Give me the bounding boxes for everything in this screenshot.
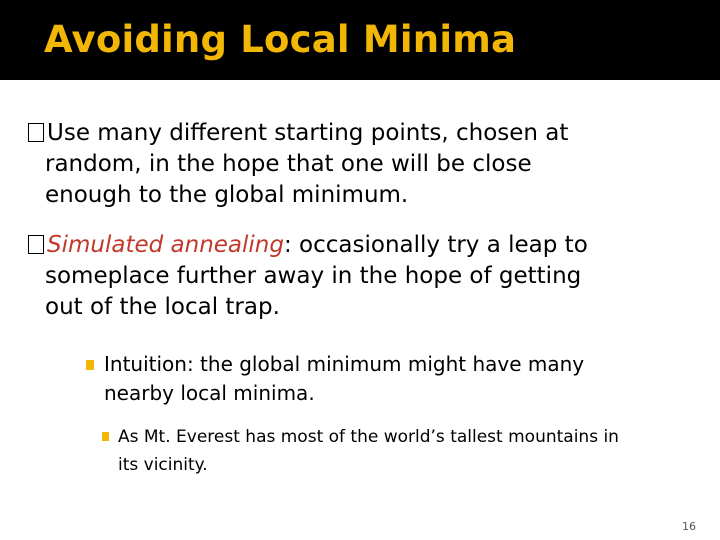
slide-title: Avoiding Local Minima bbox=[44, 18, 517, 61]
sub-bullet-line2: nearby local minima. bbox=[104, 381, 315, 405]
bullet-text-line1: Use many different starting points, chosen at bbox=[47, 120, 569, 146]
missing-glyph-box-icon bbox=[28, 123, 44, 142]
bullet-text-line3: enough to the global minimum. bbox=[45, 182, 409, 208]
square-bullet-icon bbox=[86, 360, 94, 370]
bullet-text-line1: : occasionally try a leap to bbox=[284, 232, 588, 258]
square-bullet-icon bbox=[102, 432, 109, 441]
emphasis-term: Simulated annealing bbox=[47, 232, 284, 258]
bullet-item-simulated-annealing bbox=[28, 230, 696, 323]
bullet-text-line2: random, in the hope that one will be close bbox=[45, 151, 532, 177]
sub-bullet-intuition bbox=[104, 350, 664, 408]
bullet-text-line3: out of the local trap. bbox=[45, 294, 280, 320]
bullet-item-starting-points bbox=[28, 118, 696, 211]
sub-bullet-line1: Intuition: the global minimum might have many bbox=[104, 352, 585, 376]
sub-sub-bullet-everest bbox=[118, 423, 708, 479]
missing-glyph-box-icon bbox=[28, 235, 44, 254]
sub-sub-bullet-line1: As Mt. Everest has most of the world’s tallest mountains in bbox=[118, 427, 619, 447]
bullet-text-line2: someplace further away in the hope of getting bbox=[45, 263, 582, 289]
page-number: 16 bbox=[682, 520, 696, 533]
sub-sub-bullet-line2: its vicinity. bbox=[118, 455, 208, 475]
